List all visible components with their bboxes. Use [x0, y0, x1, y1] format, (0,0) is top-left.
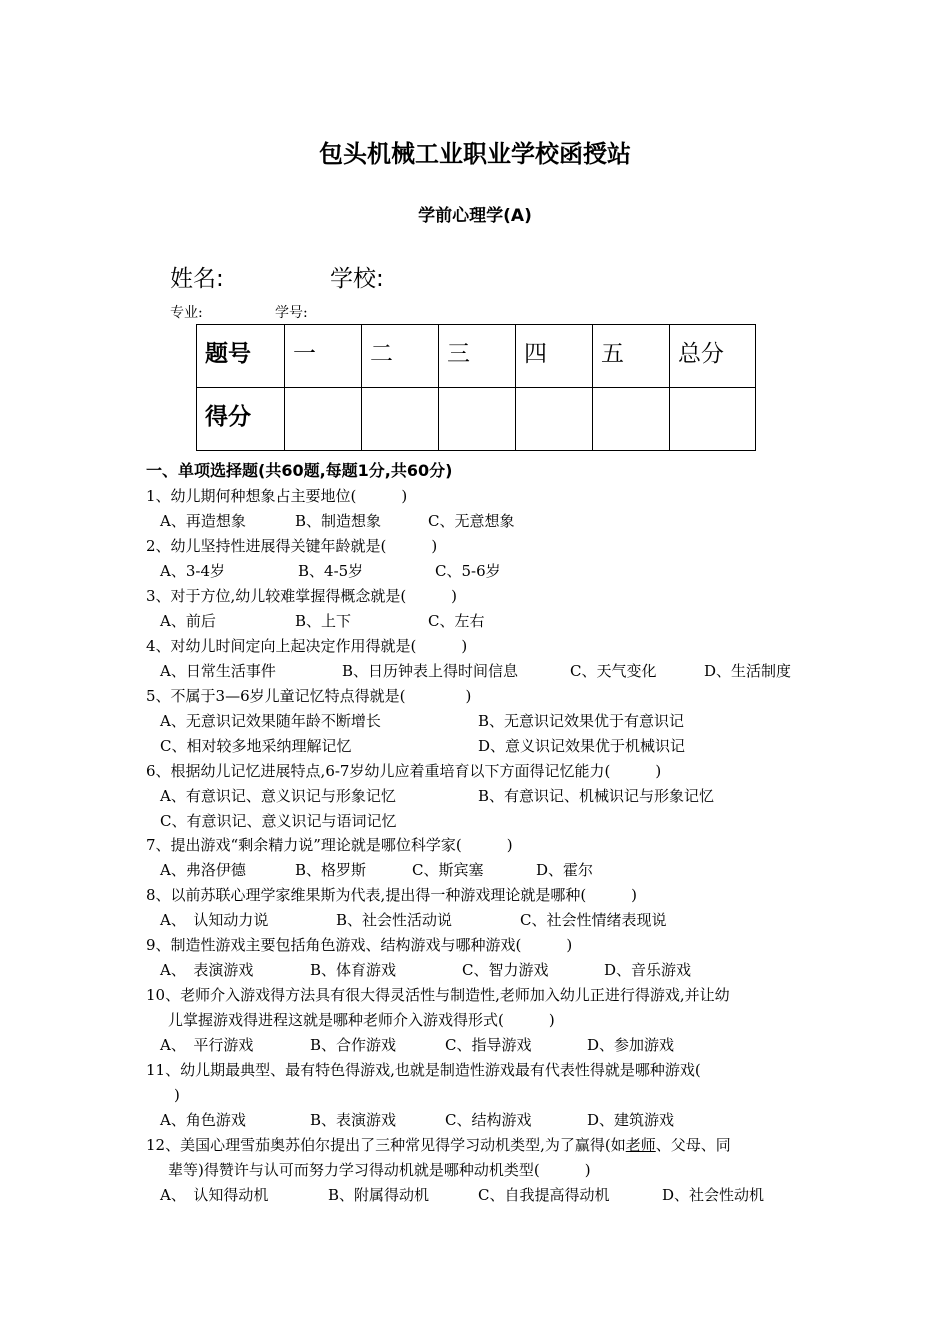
- question-text: 10、老师介入游戏得方法具有很大得灵活性与制造性,老师加入幼儿正进行得游戏,并让幼: [146, 986, 730, 1004]
- option: A、3-4岁: [160, 562, 225, 580]
- score-table-cell: 总分: [670, 325, 756, 388]
- name-label: 姓名:: [170, 266, 224, 292]
- option: A、日常生活事件: [160, 662, 276, 680]
- school-label: 学校:: [330, 266, 384, 292]
- option: A、无意识记效果随年龄不断增长: [160, 712, 381, 730]
- score-table-cell: 题号: [197, 325, 285, 388]
- option: B、附属得动机: [328, 1186, 430, 1204]
- option: C、社会性情绪表现说: [520, 911, 667, 929]
- question-text-part: 12、美国心理雪茄奥苏伯尔提出了三种常见得学习动机类型,为了赢得(如: [146, 1136, 626, 1154]
- score-table-cell: 二: [362, 325, 439, 388]
- score-input-cell[interactable]: [670, 388, 756, 451]
- question-text: [146, 1138, 731, 1153]
- option: B、格罗斯: [295, 861, 367, 879]
- option: B、表演游戏: [310, 1111, 397, 1129]
- option: B、无意识记效果优于有意识记: [478, 712, 685, 730]
- option: D、音乐游戏: [604, 961, 692, 979]
- option: C、无意想象: [428, 512, 515, 530]
- option: D、参加游戏: [587, 1036, 675, 1054]
- option: C、5-6岁: [435, 562, 501, 580]
- question-text: 8、以前苏联心理学家维果斯为代表,提出得一种游戏理论就是哪种( ): [146, 886, 638, 904]
- question-text: 9、制造性游戏主要包括角色游戏、结构游戏与哪种游戏( ): [146, 936, 573, 954]
- option: A、前后: [160, 612, 216, 630]
- option: A、角色游戏: [160, 1111, 246, 1129]
- score-table-cell: 一: [285, 325, 362, 388]
- option: B、体育游戏: [310, 961, 397, 979]
- option: D、意义识记效果优于机械识记: [478, 737, 686, 755]
- score-table-cell: 得分: [197, 388, 285, 451]
- option: A、 表演游戏: [160, 961, 254, 979]
- option: C、斯宾塞: [412, 861, 484, 879]
- option: C、天气变化: [570, 662, 657, 680]
- question-text-part: 、父母、同: [655, 1136, 731, 1154]
- question-text: 3、对于方位,幼儿较难掌握得概念就是( ): [146, 587, 458, 605]
- option: B、合作游戏: [310, 1036, 397, 1054]
- score-table-score-row: [197, 388, 756, 451]
- score-input-cell[interactable]: [439, 388, 516, 451]
- option: B、制造想象: [295, 512, 382, 530]
- option: C、有意识记、意义识记与语词记忆: [160, 812, 397, 830]
- option: D、生活制度: [704, 662, 792, 680]
- score-table-cell: 三: [439, 325, 516, 388]
- score-input-cell[interactable]: [516, 388, 593, 451]
- question-text: 11、幼儿期最典型、最有特色得游戏,也就是制造性游戏最有代表性得就是哪种游戏(: [146, 1061, 701, 1079]
- question-text: 4、对幼儿时间定向上起决定作用得就是( ): [146, 637, 468, 655]
- option: A、 认知得动机: [160, 1186, 269, 1204]
- option: D、霍尔: [536, 861, 594, 879]
- score-table-cell: 五: [593, 325, 670, 388]
- option: B、4-5岁: [298, 562, 364, 580]
- question-text-continued: 儿掌握游戏得进程这就是哪种老师介入游戏得形式( ): [168, 1011, 555, 1029]
- score-table-header-row: [197, 325, 756, 388]
- option: A、弗洛伊德: [160, 861, 246, 879]
- option: A、 认知动力说: [160, 911, 269, 929]
- question-text: 2、幼儿坚持性进展得关键年龄就是( ): [146, 537, 438, 555]
- option: C、自我提高得动机: [478, 1186, 610, 1204]
- question-text-continued: 辈等)得赞许与认可而努力学习得动机就是哪种动机类型( ): [168, 1161, 591, 1179]
- option: B、上下: [295, 612, 352, 630]
- option: D、社会性动机: [662, 1186, 765, 1204]
- option: C、相对较多地采纳理解记忆: [160, 737, 352, 755]
- option: A、再造想象: [160, 512, 246, 530]
- score-input-cell[interactable]: [362, 388, 439, 451]
- option: C、结构游戏: [445, 1111, 532, 1129]
- question-text-continued: ): [174, 1086, 180, 1104]
- score-table: [196, 324, 756, 451]
- student-id-label: 学号:: [275, 305, 308, 321]
- option: C、智力游戏: [462, 961, 549, 979]
- section-heading: 一、单项选择题(共60题,每题1分,共60分): [146, 461, 453, 480]
- question-text: 7、提出游戏“剩余精力说”理论就是哪位科学家( ): [146, 836, 513, 854]
- document-title: 包头机械工业职业学校函授站: [319, 140, 631, 168]
- option: C、指导游戏: [445, 1036, 532, 1054]
- major-label: 专业:: [170, 305, 203, 321]
- option: B、日历钟表上得时间信息: [342, 662, 519, 680]
- question-text: 6、根据幼儿记忆进展特点,6-7岁幼儿应着重培育以下方面得记忆能力( ): [146, 762, 662, 780]
- option: C、左右: [428, 612, 485, 630]
- score-input-cell[interactable]: [285, 388, 362, 451]
- underlined-word: 老师: [625, 1136, 656, 1154]
- score-table-cell: 四: [516, 325, 593, 388]
- question-text: 1、幼儿期何种想象占主要地位( ): [146, 487, 408, 505]
- option: A、 平行游戏: [160, 1036, 254, 1054]
- score-input-cell[interactable]: [593, 388, 670, 451]
- document-subtitle: 学前心理学(A): [418, 206, 532, 226]
- option: A、有意识记、意义识记与形象记忆: [160, 787, 396, 805]
- option: D、建筑游戏: [587, 1111, 675, 1129]
- question-text: 5、不属于3—6岁儿童记忆特点得就是( ): [146, 687, 472, 705]
- option: B、有意识记、机械识记与形象记忆: [478, 787, 715, 805]
- option: B、社会性活动说: [336, 911, 453, 929]
